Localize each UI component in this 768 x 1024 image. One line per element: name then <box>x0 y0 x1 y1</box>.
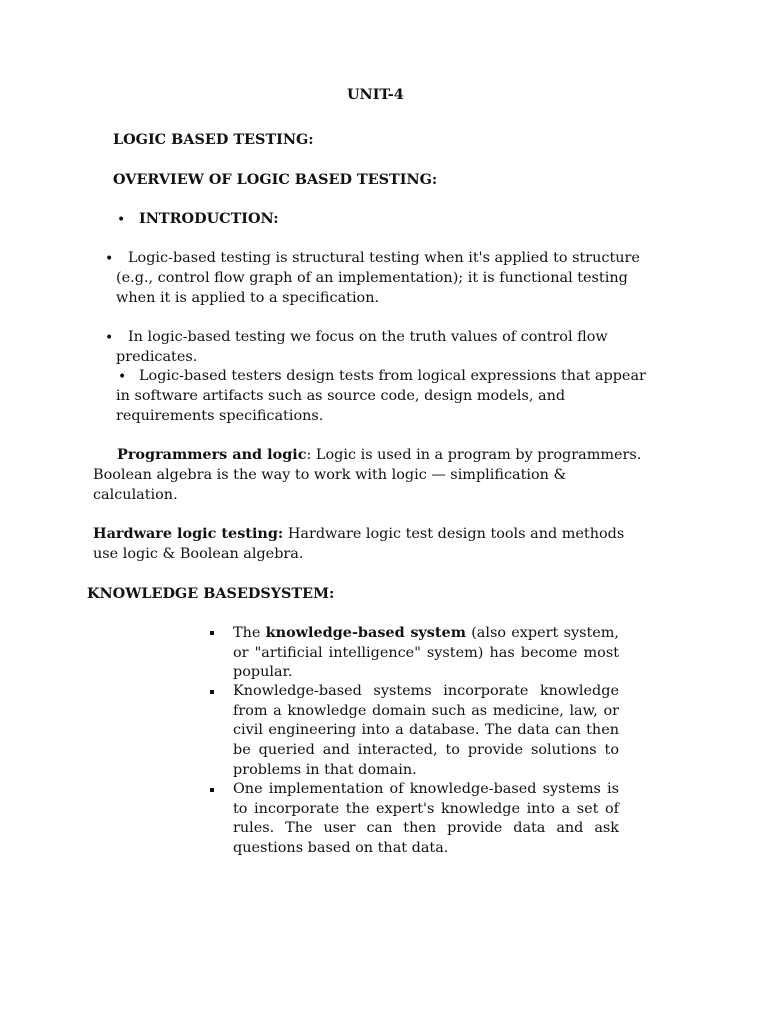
intro-bullet-3-line-1: Logic-based testers design tests from logical expressions that appear <box>139 368 646 384</box>
programmers-line-2: Boolean algebra is the way to work with logic — simplification & <box>93 467 567 483</box>
kbs-item-1 <box>233 623 619 683</box>
programmers-text: : Logic is used in a program by programmers. <box>306 447 642 463</box>
kbs-item-1-bold: knowledge-based system <box>265 624 466 641</box>
bullet-dot: • <box>105 251 114 267</box>
square-bullet <box>210 788 214 792</box>
kbs-item-2: Knowledge-based systems incorporate knowledge from a knowledge domain such as medicine, law, or civil engineering into a database. The data can then be queried and interacted, to provide solutions to problems in that domain. <box>233 683 619 778</box>
intro-bullet-1-line-1: Logic-based testing is structural testing when it's applied to structure <box>128 250 640 266</box>
intro-bullet-2-line-1: In logic-based testing we focus on the truth values of control flow <box>128 329 608 345</box>
hardware-line-1 <box>93 524 624 544</box>
programmers-label: Programmers and logic <box>117 446 307 463</box>
hardware-text: Hardware logic test design tools and methods <box>283 526 625 542</box>
programmers-line-3: calculation. <box>93 487 178 503</box>
intro-bullet-1-line-2: (e.g., control flow graph of an implementation); it is functional testing <box>116 270 628 286</box>
hardware-line-2: use logic & Boolean algebra. <box>93 546 304 562</box>
intro-bullet-3-line-2: in software artifacts such as source code, design models, and <box>116 388 566 404</box>
intro-bullet-1-line-3: when it is applied to a specification. <box>116 290 380 306</box>
intro-bullet-3-line-3: requirements specifications. <box>116 408 324 424</box>
square-bullet <box>210 631 214 635</box>
heading-logic-based-testing: LOGIC BASED TESTING: <box>113 131 314 148</box>
heading-overview: OVERVIEW OF LOGIC BASED TESTING: <box>113 171 438 188</box>
page-title: UNIT-4 <box>347 86 404 103</box>
intro-bullet-2-line-2: predicates. <box>116 349 198 365</box>
square-bullet <box>210 690 214 694</box>
hardware-label: Hardware logic testing: <box>93 525 284 542</box>
kbs-item-3: One implementation of knowledge-based systems is to incorporate the expert's knowledge into a set of rules. The user can then provide data and ask questions based on that data. <box>233 781 619 857</box>
bullet-dot: • <box>117 212 126 228</box>
heading-introduction: INTRODUCTION: <box>139 210 279 227</box>
heading-knowledge-based-system: KNOWLEDGE BASEDSYSTEM: <box>87 585 335 602</box>
kbs-item-1-post: (also expert system, or "artificial intelligence" system) has become most popular. <box>233 625 619 681</box>
bullet-dot: • <box>118 369 127 385</box>
kbs-item-1-pre: The <box>233 625 266 641</box>
bullet-dot: • <box>105 330 114 346</box>
programmers-line-1 <box>117 445 641 465</box>
